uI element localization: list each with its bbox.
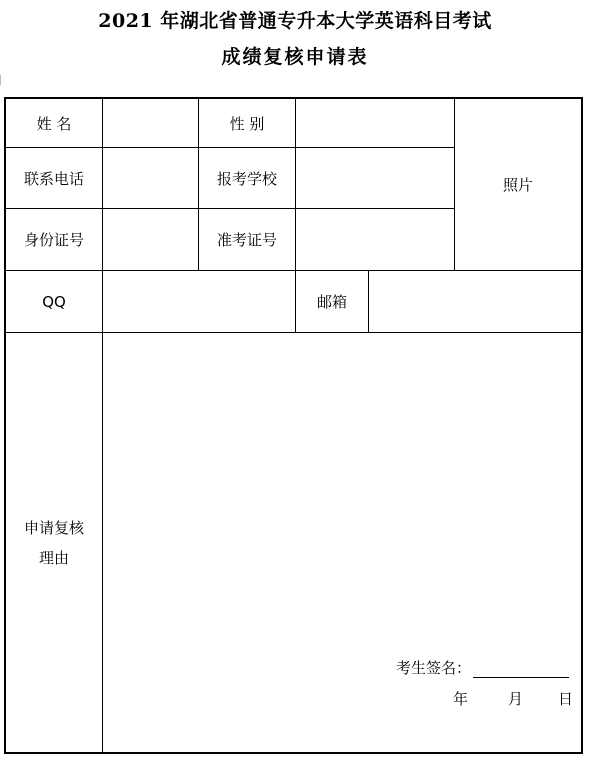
qq-label: QQ (42, 292, 66, 311)
email-label: 邮箱 (316, 293, 347, 311)
name-label: 姓 名 (36, 114, 72, 133)
id-number-label: 身份证号 (23, 231, 84, 249)
school-label: 报考学校 (216, 169, 277, 188)
phone-label: 联系电话 (23, 169, 84, 188)
reason-label-line1: 申请复核 (23, 518, 84, 537)
phone-field[interactable] (103, 148, 198, 208)
signature-line[interactable] (473, 659, 569, 678)
ticket-number-field[interactable] (296, 209, 454, 270)
school-field[interactable] (296, 148, 454, 208)
date-day: 日 (558, 690, 574, 708)
page-corner-mark (0, 75, 1, 85)
qq-field[interactable] (103, 271, 295, 332)
form-title: 2021 年湖北省普通专升本大学英语科目考试 (98, 10, 492, 32)
form-subtitle: 成绩复核申请表 (221, 46, 369, 68)
gender-label: 性 别 (229, 114, 265, 133)
email-field[interactable] (369, 271, 581, 332)
application-form-table (4, 97, 583, 754)
date-year: 年 (453, 690, 469, 708)
reason-label (6, 333, 102, 752)
reason-label-line2: 理由 (38, 548, 69, 567)
name-field[interactable] (103, 99, 198, 147)
signature-row (396, 657, 569, 678)
id-number-field[interactable] (103, 209, 198, 270)
signature-label: 考生签名： (396, 659, 472, 677)
gender-field[interactable] (296, 99, 454, 147)
photo-box[interactable]: 照片 (502, 176, 533, 194)
ticket-number-label: 准考证号 (216, 231, 277, 249)
date-month: 月 (508, 690, 524, 708)
